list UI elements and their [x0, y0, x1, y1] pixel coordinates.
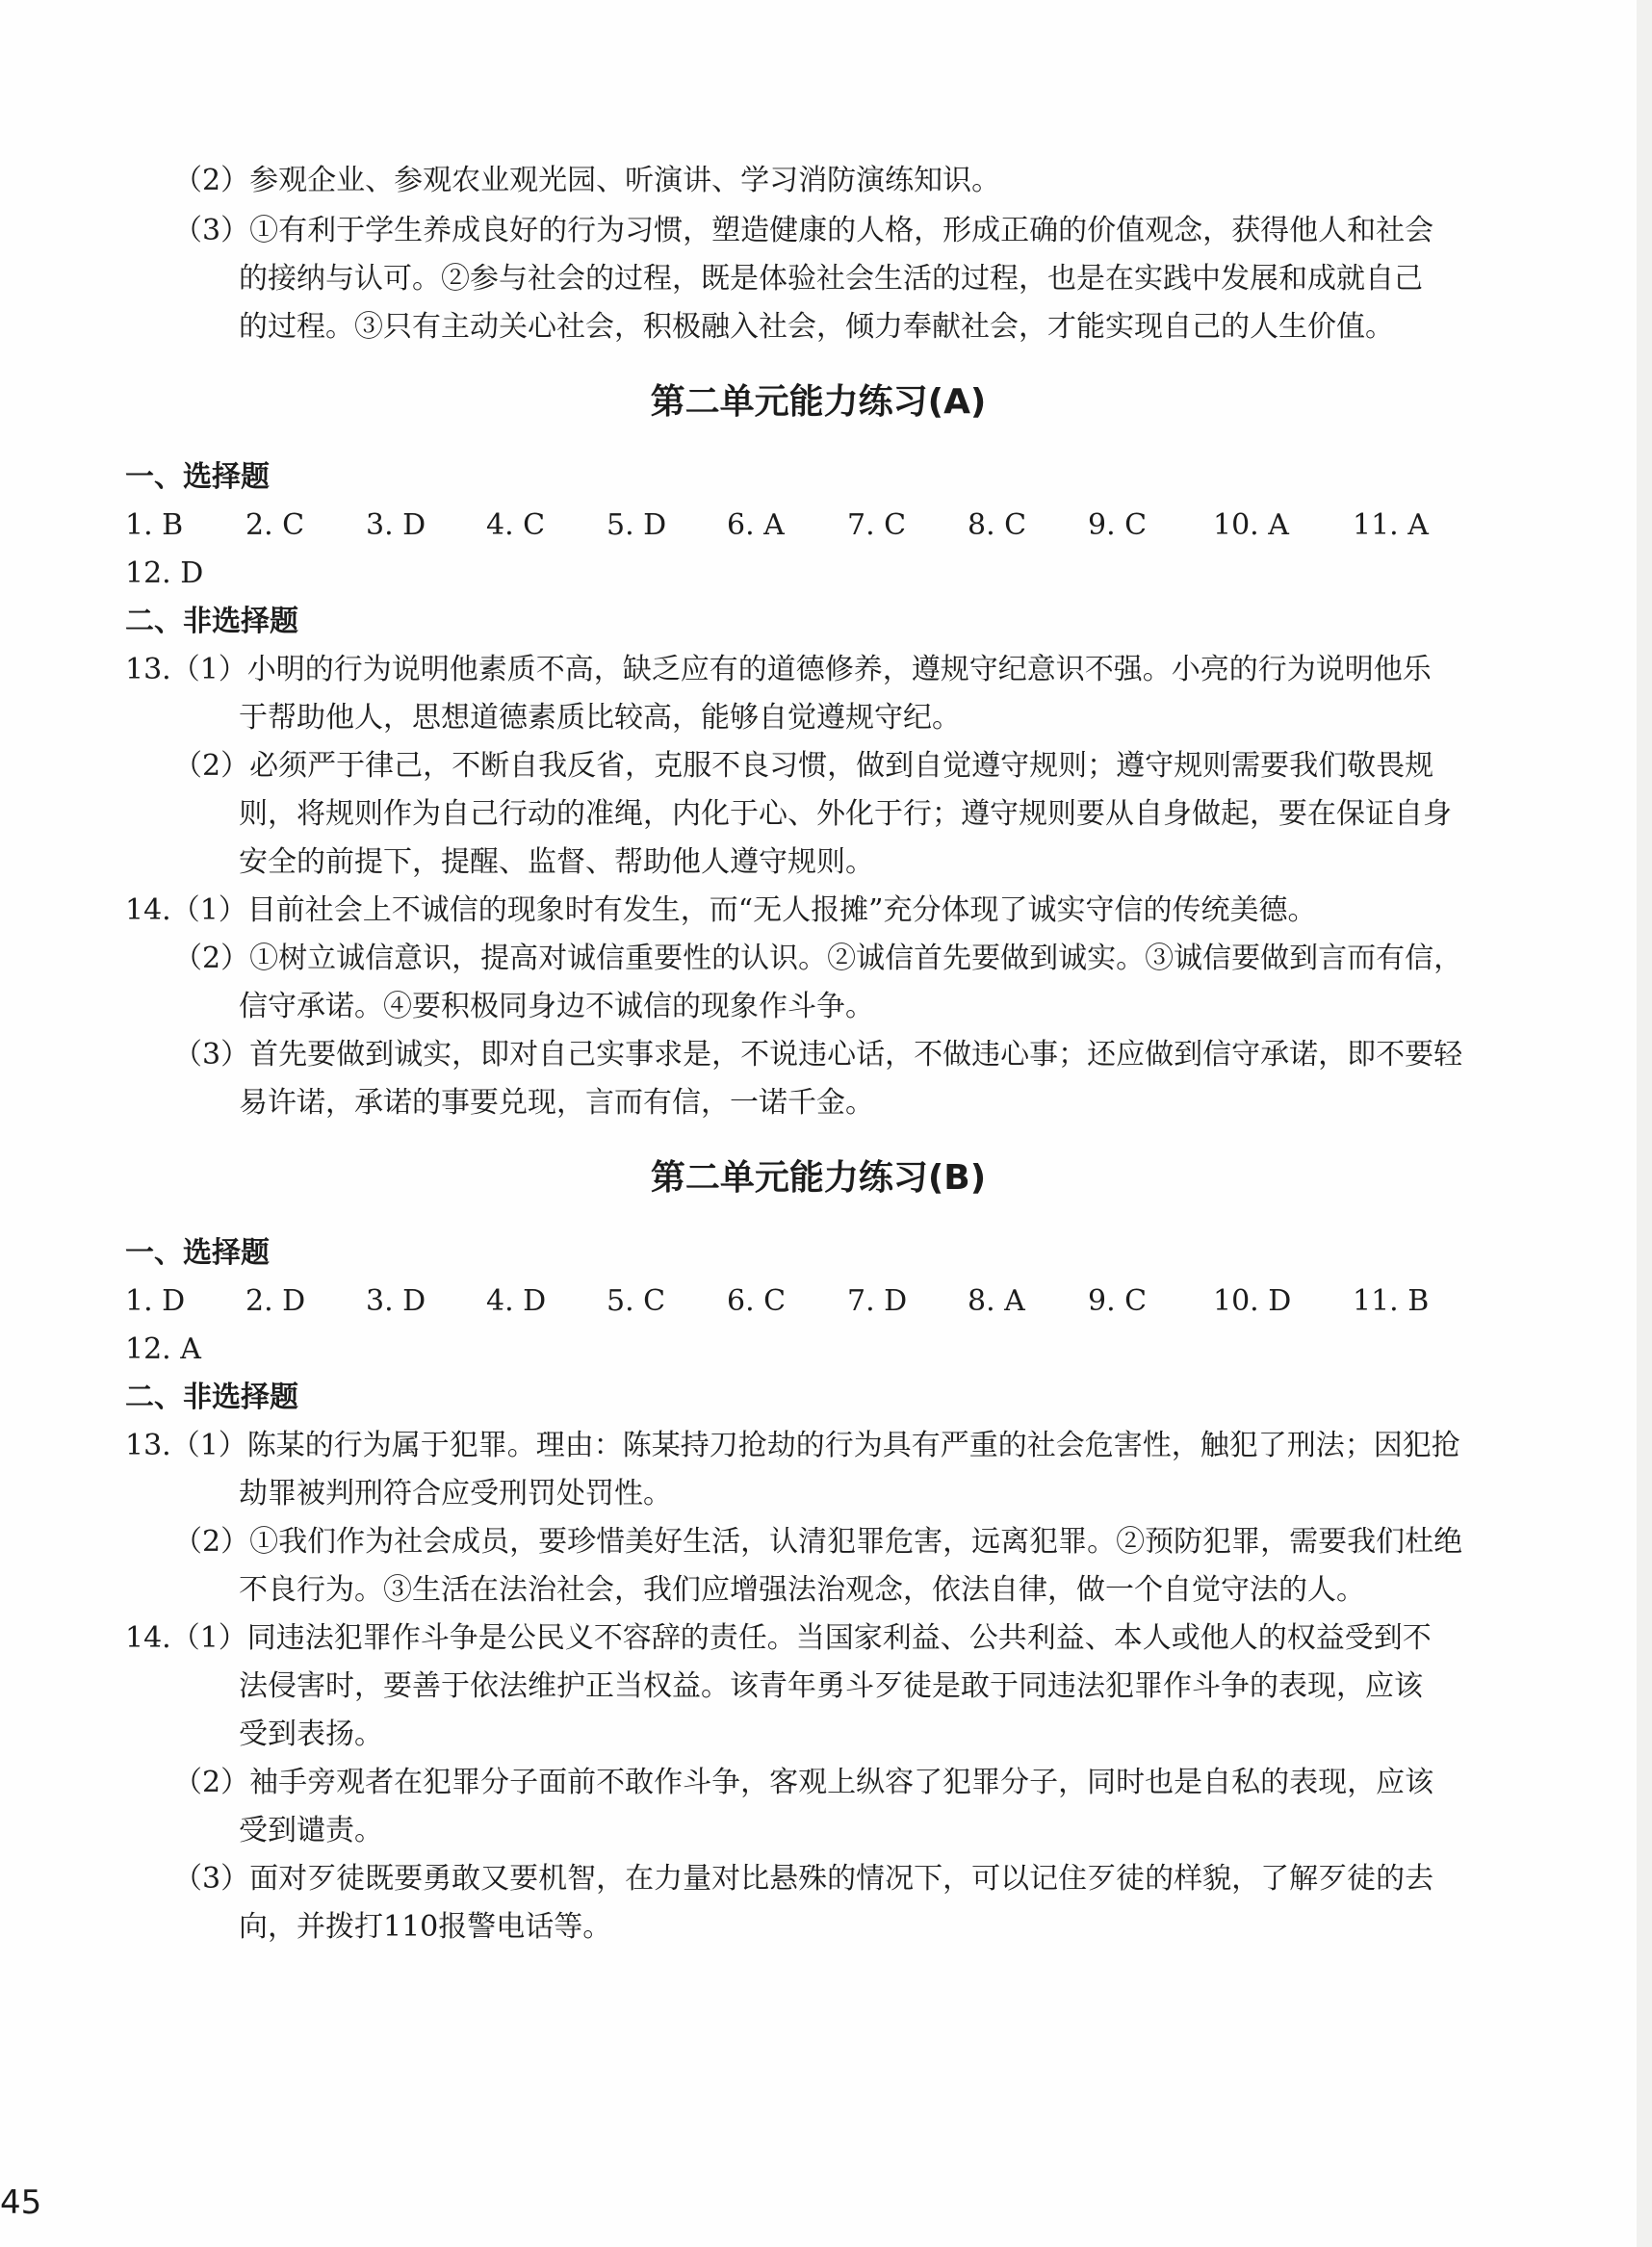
- answer-item: 12. D: [125, 556, 204, 590]
- page-edge: [1637, 0, 1652, 2247]
- unit-a-title: 第二单元能力练习(A): [650, 382, 987, 422]
- answer-item: 10. D: [1213, 1284, 1292, 1318]
- unit-a-q14-1: 14.（1）目前社会上不诚信的现象时有发生，而“无人报摊”充分体现了诚实守信的传统美德。: [125, 893, 1317, 927]
- unit-a-open-heading: 二、非选择题: [125, 605, 298, 638]
- answer-item: 9. C: [1088, 1284, 1148, 1318]
- unit-b-q13-1-line1: 13.（1）陈某的行为属于犯罪。理由：陈某持刀抢劫的行为具有严重的社会危害性，触犯了刑法；因犯抢: [125, 1429, 1460, 1462]
- unit-b-q14-1-line2: 法侵害时，要善于依法维护正当权益。该青年勇斗歹徒是敢于同违法犯罪作斗争的表现，应该: [239, 1669, 1423, 1703]
- unit-b-answer-row-2: [125, 1326, 1502, 1374]
- answer-item: 4. D: [486, 1284, 547, 1318]
- unit-a-answer-row-2: [125, 550, 1502, 598]
- answer-item: 9. C: [1088, 508, 1148, 542]
- unit-a-q13-2-line3: 安全的前提下，提醒、监督、帮助他人遵守规则。: [239, 845, 874, 879]
- unit-b-q14-3-line2: 向，并拨打110报警电话等。: [239, 1910, 612, 1944]
- unit-a-q14-2-line2: 信守承诺。④要积极同身边不诚信的现象作斗争。: [239, 990, 874, 1023]
- answer-item: 6. A: [727, 508, 785, 542]
- answer-item: 5. C: [607, 1284, 666, 1318]
- answer-item: 12. A: [125, 1332, 201, 1366]
- answer-item: 11. A: [1353, 508, 1429, 542]
- unit-b-q14-2-line2: 受到谴责。: [239, 1814, 383, 1847]
- answer-item: 6. C: [727, 1284, 787, 1318]
- intro-item-2: （2）参观企业、参观农业观光园、听演讲、学习消防演练知识。: [173, 164, 1001, 197]
- unit-a-q13-2-line1: （2）必须严于律己，不断自我反省，克服不良习惯，做到自觉遵守规则；遵守规则需要我们敬畏规: [173, 749, 1434, 783]
- answer-item: 2. D: [245, 1284, 306, 1318]
- intro-item-3-line1: （3）①有利于学生养成良好的行为习惯，塑造健康的人格，形成正确的价值观念，获得他人和社会: [173, 214, 1434, 247]
- unit-b-open-heading: 二、非选择题: [125, 1381, 298, 1414]
- page-number: 45: [0, 2183, 42, 2222]
- unit-a-q13-1-line2: 于帮助他人，思想道德素质比较高，能够自觉遵规守纪。: [239, 701, 961, 735]
- unit-b-title: 第二单元能力练习(B): [650, 1158, 987, 1198]
- unit-b-q14-3-line1: （3）面对歹徒既要勇敢又要机智，在力量对比悬殊的情况下，可以记住歹徒的样貌，了解歹徒的去: [173, 1862, 1434, 1896]
- answer-item: 4. C: [486, 508, 546, 542]
- answer-item: 7. C: [847, 508, 907, 542]
- answer-item: 3. D: [366, 508, 426, 542]
- answer-item: 11. B: [1353, 1284, 1430, 1318]
- unit-b-answer-row-1: [125, 1278, 1502, 1326]
- answer-item: 2. C: [245, 508, 305, 542]
- intro-item-3-line2: 的接纳与认可。②参与社会的过程，既是体验社会生活的过程，也是在实践中发展和成就自己: [239, 262, 1423, 296]
- answer-item: 1. D: [125, 1284, 186, 1318]
- unit-a-choice-heading: 一、选择题: [125, 460, 270, 494]
- unit-b-q14-1-line1: 14.（1）同违法犯罪作斗争是公民义不容辞的责任。当国家利益、公共利益、本人或他人的权益受到不: [125, 1621, 1432, 1655]
- answer-item: 3. D: [366, 1284, 426, 1318]
- unit-b-choice-heading: 一、选择题: [125, 1236, 270, 1270]
- answer-item: 8. C: [968, 508, 1027, 542]
- unit-a-q13-1-line1: 13.（1）小明的行为说明他素质不高，缺乏应有的道德修养，遵规守纪意识不强。小亮的行为说明他乐: [125, 653, 1432, 686]
- answer-item: 7. D: [847, 1284, 908, 1318]
- unit-a-q14-2-line1: （2）①树立诚信意识，提高对诚信重要性的认识。②诚信首先要做到诚实。③诚信要做到言而有信，: [173, 942, 1463, 975]
- answer-item: 10. A: [1213, 508, 1289, 542]
- unit-b-q13-2-line2: 不良行为。③生活在法治社会，我们应增强法治观念，依法自律，做一个自觉守法的人。: [239, 1573, 1365, 1607]
- unit-b-q13-1-line2: 劫罪被判刑符合应受刑罚处罚性。: [239, 1477, 672, 1511]
- unit-b-q14-2-line1: （2）袖手旁观者在犯罪分子面前不敢作斗争，客观上纵容了犯罪分子，同时也是自私的表现，应该: [173, 1766, 1434, 1799]
- unit-a-q14-3-line2: 易许诺，承诺的事要兑现，言而有信，一诺千金。: [239, 1086, 874, 1120]
- unit-b-q13-2-line1: （2）①我们作为社会成员，要珍惜美好生活，认清犯罪危害，远离犯罪。②预防犯罪，需要我们杜绝: [173, 1525, 1463, 1559]
- unit-a-q13-2-line2: 则，将规则作为自己行动的准绳，内化于心、外化于行；遵守规则要从自身做起，要在保证自身: [239, 797, 1452, 831]
- answer-item: 8. A: [968, 1284, 1025, 1318]
- answer-item: 1. B: [125, 508, 184, 542]
- unit-a-q14-3-line1: （3）首先要做到诚实，即对自己实事求是，不说违心话，不做违心事；还应做到信守承诺，即不要轻: [173, 1038, 1463, 1072]
- intro-item-3-line3: 的过程。③只有主动关心社会，积极融入社会，倾力奉献社会，才能实现自己的人生价值。: [239, 310, 1394, 344]
- unit-b-q14-1-line3: 受到表扬。: [239, 1718, 383, 1751]
- unit-a-answer-row-1: [125, 502, 1502, 550]
- answer-item: 5. D: [607, 508, 667, 542]
